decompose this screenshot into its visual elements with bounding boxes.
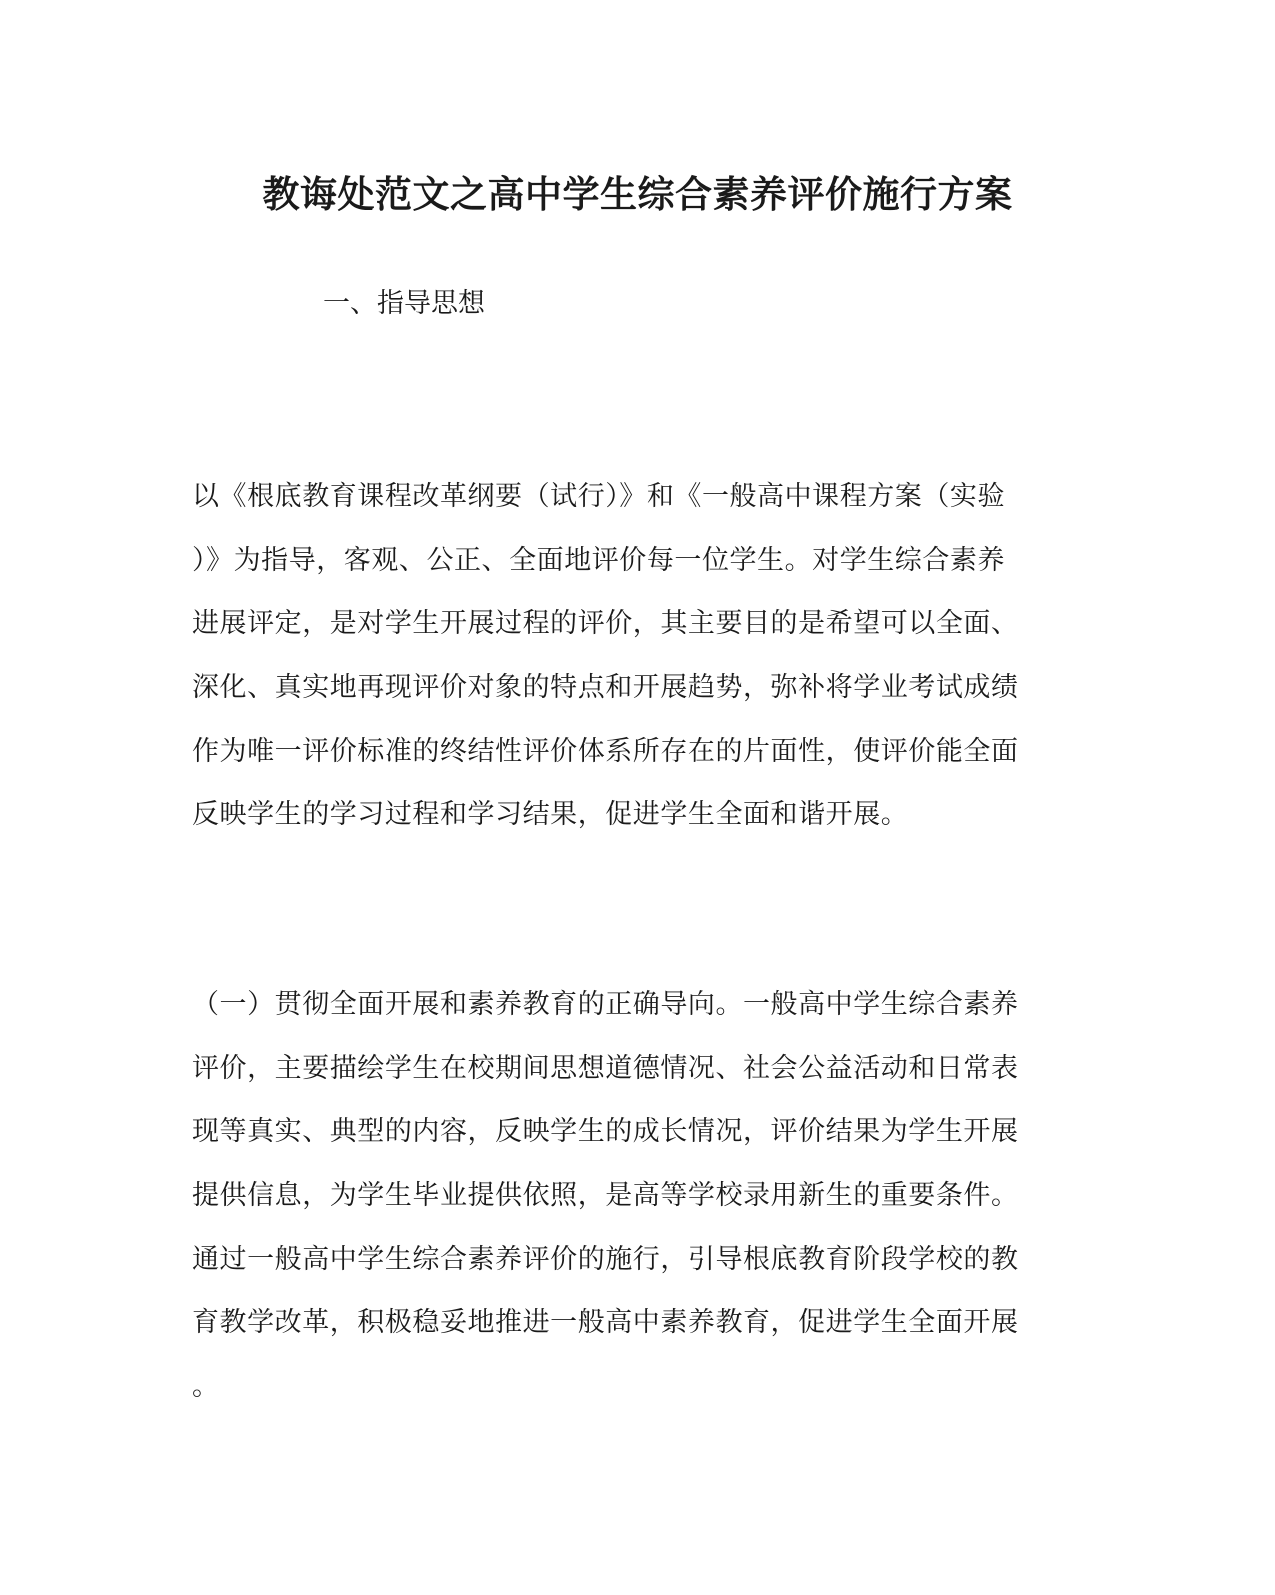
paragraph-line: ）》为指导，客观、公正、全面地评价每一位学生。对学生综合素养 (192, 544, 1005, 576)
section-heading: 一、指导思想 (323, 288, 485, 319)
paragraph-line: 提供信息，为学生毕业提供依照，是高等学校录用新生的重要条件。 (192, 1180, 1019, 1212)
paragraph-line: 进展评定，是对学生开展过程的评价，其主要目的是希望可以全面、 (192, 608, 1019, 640)
paragraph-line: 评价，主要描绘学生在校期间思想道德情况、社会公益活动和日常表 (192, 1052, 1019, 1084)
paragraph-line: 深化、真实地再现评价对象的特点和开展趋势，弥补将学业考试成绩 (192, 672, 1019, 704)
document-title: 教诲处范文之高中学生综合素养评价施行方案 (262, 172, 1013, 216)
paragraph-guiding-thought (192, 477, 1072, 859)
paragraph-line: 作为唯一评价标准的终结性评价体系所存在的片面性，使评价能全面 (192, 735, 1019, 767)
paragraph-line: 以《根底教育课程改革纲要（试行）》和《一般高中课程方案（实验 (192, 481, 1005, 512)
paragraph-line: 现等真实、典型的内容，反映学生的成长情况，评价结果为学生开展 (192, 1116, 1019, 1148)
paragraph-line: 反映学生的学习过程和学习结果，促进学生全面和谐开展。 (192, 799, 909, 831)
paragraph-line: 育教学改革，积极稳妥地推进一般高中素养教育，促进学生全面开展 (192, 1307, 1019, 1339)
paragraph-line: （一）贯彻全面开展和素养教育的正确导向。一般高中学生综合素养 (192, 989, 1019, 1020)
paragraph-line: 通过一般高中学生综合素养评价的施行，引导根底教育阶段学校的教 (192, 1243, 1019, 1275)
paragraph-line: 。 (192, 1371, 220, 1403)
paragraph-item-one (192, 985, 1072, 1431)
